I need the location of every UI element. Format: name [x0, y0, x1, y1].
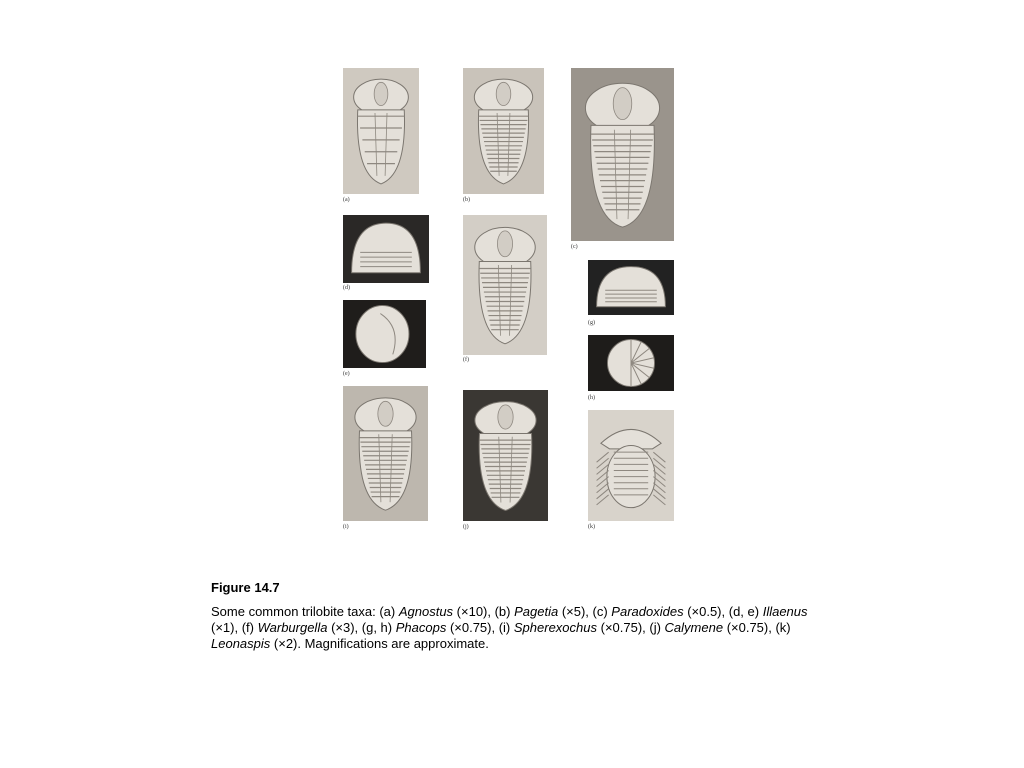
taxon-name: Pagetia — [514, 604, 559, 619]
panel-label-g: (g) — [588, 320, 595, 326]
taxon-name: Warburgella — [257, 620, 328, 635]
taxon-name: Spherexochus — [513, 620, 597, 635]
trilobite-photo-k — [588, 410, 674, 521]
caption-segment: (×10), (b) — [453, 604, 515, 619]
figure-caption — [211, 580, 811, 652]
trilobite-photo-f — [463, 215, 547, 355]
caption-text — [211, 604, 811, 652]
panel-label-b: (b) — [463, 197, 470, 203]
panel-label-f: (f) — [463, 357, 469, 363]
caption-segment: (×3), (g, h) — [327, 620, 396, 635]
caption-segment: (×0.75), (j) — [597, 620, 665, 635]
caption-segment: (×0.5), (d, e) — [683, 604, 763, 619]
panel-label-k: (k) — [588, 524, 595, 530]
caption-segment: Some common trilobite taxa: (a) — [211, 604, 399, 619]
trilobite-photo-i — [343, 386, 428, 521]
taxon-name: Agnostus — [398, 604, 454, 619]
trilobite-photo-a — [343, 68, 419, 194]
trilobite-photo-d — [343, 215, 429, 283]
caption-segment: (×1), (f) — [211, 620, 258, 635]
trilobite-photo-h — [588, 335, 674, 391]
trilobite-photo-j — [463, 390, 548, 521]
caption-segment: (×2). Magnifications are approximate. — [270, 636, 489, 651]
caption-segment: (×5), (c) — [558, 604, 612, 619]
panel-label-h: (h) — [588, 395, 595, 401]
trilobite-photo-g — [588, 260, 674, 315]
taxon-name: Calymene — [664, 620, 724, 635]
caption-segment: (×0.75), (k) — [723, 620, 791, 635]
panel-label-a: (a) — [343, 197, 350, 203]
trilobite-photo-b — [463, 68, 544, 194]
trilobite-photo-e — [343, 300, 426, 368]
caption-segment: (×0.75), (i) — [446, 620, 514, 635]
taxon-name: Phacops — [395, 620, 447, 635]
panel-label-e: (e) — [343, 371, 350, 377]
figure-title: Figure 14.7 — [211, 580, 280, 595]
trilobite-photo-c — [571, 68, 674, 241]
panel-label-i: (i) — [343, 524, 349, 530]
panel-label-c: (c) — [571, 244, 578, 250]
taxon-name: Illaenus — [762, 604, 808, 619]
panel-label-d: (d) — [343, 285, 350, 291]
panel-label-j: (j) — [463, 524, 469, 530]
taxon-name: Paradoxides — [611, 604, 684, 619]
taxon-name: Leonaspis — [211, 636, 271, 651]
